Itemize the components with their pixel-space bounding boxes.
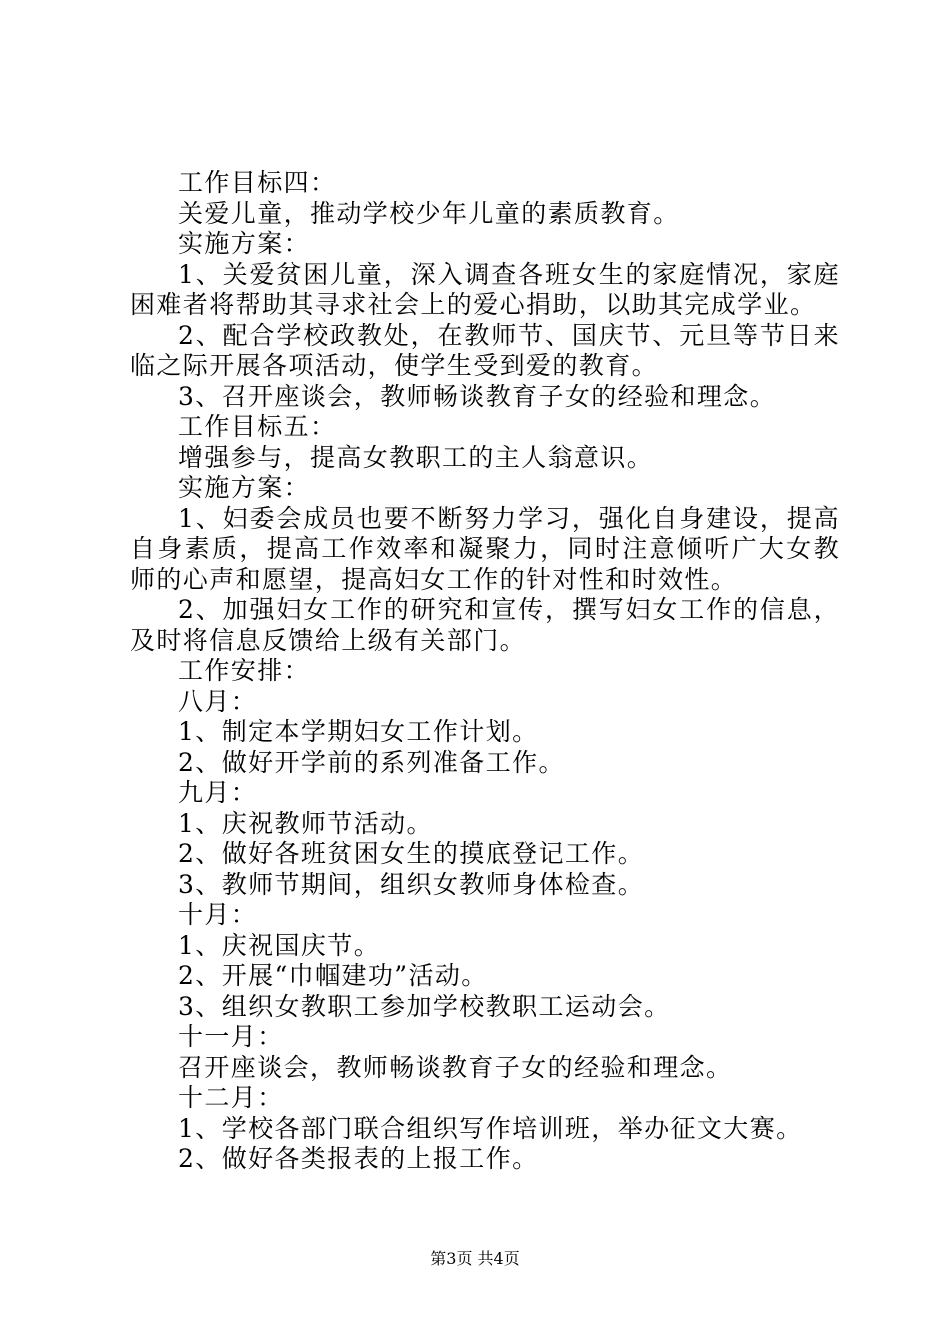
list-item: 2、做好各类报表的上报工作。 [178, 1144, 539, 1173]
list-item: 1、学校各部门联合组织写作培训班，举办征文大赛。 [178, 1113, 803, 1143]
heading-goal-five: 工作目标五： [178, 412, 337, 441]
heading-month: 九月： [178, 778, 258, 807]
paragraph: 关爱儿童，推动学校少年儿童的素质教育。 [178, 198, 680, 228]
list-item: 1、制定本学期妇女工作计划。 [178, 717, 539, 746]
heading-month: 十二月： [178, 1083, 284, 1112]
list-item: 召开座谈会，教师畅谈教育子女的经验和理念。 [178, 1052, 733, 1082]
heading-month: 十月： [178, 900, 258, 929]
list-item: 2、做好各班贫困女生的摸底登记工作。 [178, 839, 645, 868]
heading-month: 八月： [178, 686, 258, 716]
paragraph: 2、配合学校政教处，在教师节、国庆节、元旦等节日来临之际开展各项活动，使学生受到爱的教育。 [130, 320, 840, 380]
paragraph: 1、关爱贫困儿童，深入调查各班女生的家庭情况，家庭困难者将帮助其寻求社会上的爱心捐助，以助其完成学业。 [130, 259, 840, 319]
paragraph: 3、召开座谈会，教师畅谈教育子女的经验和理念。 [178, 381, 777, 411]
heading-schedule: 工作安排： [178, 656, 311, 685]
heading-month: 十一月： [178, 1022, 284, 1051]
list-item: 2、开展“巾帼建功”活动。 [178, 961, 488, 990]
paragraph: 增强参与，提高女教职工的主人翁意识。 [178, 442, 654, 472]
list-item: 3、组织女教职工参加学校教职工运动会。 [178, 991, 671, 1021]
page-footer: 第3页 共4页 [430, 1249, 520, 1268]
heading-plan: 实施方案： [178, 473, 311, 502]
list-item: 2、做好开学前的系列准备工作。 [178, 747, 565, 777]
list-item: 3、教师节期间，组织女教师身体检查。 [178, 869, 645, 899]
document-body [130, 168, 840, 1175]
heading-plan: 实施方案： [178, 229, 311, 258]
paragraph: 1、妇委会成员也要不断努力学习，强化自身建设，提高自身素质，提高工作效率和凝聚力，同时注意倾听广大女教师的心声和愿望，提高妇女工作的针对性和时效性。 [130, 503, 840, 594]
list-item: 1、庆祝教师节活动。 [178, 808, 433, 838]
heading-goal-four: 工作目标四： [178, 168, 337, 197]
list-item: 1、庆祝国庆节。 [178, 930, 381, 960]
paragraph: 2、加强妇女工作的研究和宣传，撰写妇女工作的信息，及时将信息反馈给上级有关部门。 [130, 595, 840, 655]
